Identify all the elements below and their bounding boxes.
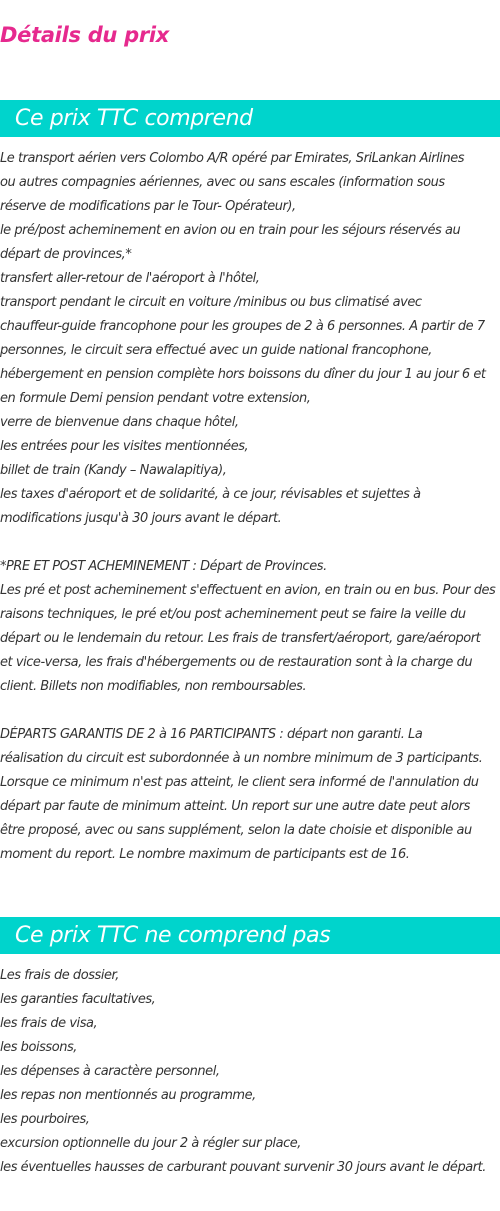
included-line: en formule Demi pension pendant votre extension,: [0, 391, 311, 406]
excluded-line: les dépenses à caractère personnel,: [0, 1064, 220, 1079]
page-title: Détails du prix: [0, 23, 170, 47]
included-line: modifications jusqu'à 30 jours avant le départ.: [0, 511, 282, 526]
pre-post-line: client. Billets non modifiables, non remboursables.: [0, 679, 307, 694]
included-line: les taxes d'aéroport et de solidarité, à ce jour, révisables et sujettes à: [0, 487, 421, 502]
departures-line: moment du report. Le nombre maximum de participants est de 16.: [0, 847, 410, 862]
included-line: départ de provinces,*: [0, 247, 132, 262]
excluded-section-header: [0, 917, 500, 954]
pre-post-line: départ ou le lendemain du retour. Les frais de transfert/aéroport, gare/aéroport: [0, 631, 481, 646]
excluded-line: les éventuelles hausses de carburant pouvant survenir 30 jours avant le départ.: [0, 1160, 486, 1175]
included-line: hébergement en pension complète hors boissons du dîner du jour 1 au jour 6 et: [0, 367, 486, 382]
excluded-line: les repas non mentionnés au programme,: [0, 1088, 256, 1103]
departures-line: DÉPARTS GARANTIS DE 2 à 16 PARTICIPANTS : départ non garanti. La: [0, 727, 423, 742]
included-line: verre de bienvenue dans chaque hôtel,: [0, 415, 239, 430]
included-line: Le transport aérien vers Colombo A/R opéré par Emirates, SriLankan Airlines: [0, 151, 465, 166]
included-section-title: Ce prix TTC comprend: [15, 106, 253, 131]
pre-post-line: Les pré et post acheminement s'effectuent en avion, en train ou en bus. Pour des: [0, 583, 496, 598]
excluded-line: les boissons,: [0, 1040, 77, 1055]
departures-line: être proposé, avec ou sans supplément, selon la date choisie et disponible au: [0, 823, 472, 838]
excluded-section-title: Ce prix TTC ne comprend pas: [15, 923, 331, 948]
pre-post-line: et vice-versa, les frais d'hébergements ou de restauration sont à la charge du: [0, 655, 473, 670]
excluded-line: Les frais de dossier,: [0, 968, 119, 983]
departures-line: départ par faute de minimum atteint. Un report sur une autre date peut alors: [0, 799, 470, 814]
included-line: réserve de modifications par le Tour- Opérateur),: [0, 199, 296, 214]
included-line: le pré/post acheminement en avion ou en train pour les séjours réservés au: [0, 223, 461, 238]
excluded-line: les garanties facultatives,: [0, 992, 156, 1007]
pre-post-line: *PRE ET POST ACHEMINEMENT : Départ de Provinces.: [0, 559, 327, 574]
included-line: transport pendant le circuit en voiture /minibus ou bus climatisé avec: [0, 295, 422, 310]
departures-line: Lorsque ce minimum n'est pas atteint, le client sera informé de l'annulation du: [0, 775, 479, 790]
included-list: [0, 147, 500, 531]
departures-line: réalisation du circuit est subordonnée à un nombre minimum de 3 participants.: [0, 751, 483, 766]
pre-post-line: raisons techniques, le pré et/ou post acheminement peut se faire la veille du: [0, 607, 466, 622]
included-line: transfert aller-retour de l'aéroport à l'hôtel,: [0, 271, 260, 286]
included-line: billet de train (Kandy – Nawalapitiya),: [0, 463, 227, 478]
included-line: personnes, le circuit sera effectué avec un guide national francophone,: [0, 343, 432, 358]
included-section-header: [0, 100, 500, 137]
excluded-line: excursion optionnelle du jour 2 à régler sur place,: [0, 1136, 301, 1151]
departures-note: [0, 723, 500, 867]
included-line: les entrées pour les visites mentionnées,: [0, 439, 249, 454]
excluded-line: les frais de visa,: [0, 1016, 98, 1031]
included-line: ou autres compagnies aériennes, avec ou sans escales (information sous: [0, 175, 445, 190]
included-line: chauffeur-guide francophone pour les groupes de 2 à 6 personnes. A partir de 7: [0, 319, 485, 334]
excluded-list: [0, 964, 500, 1180]
pre-post-note: [0, 555, 500, 699]
excluded-line: les pourboires,: [0, 1112, 90, 1127]
